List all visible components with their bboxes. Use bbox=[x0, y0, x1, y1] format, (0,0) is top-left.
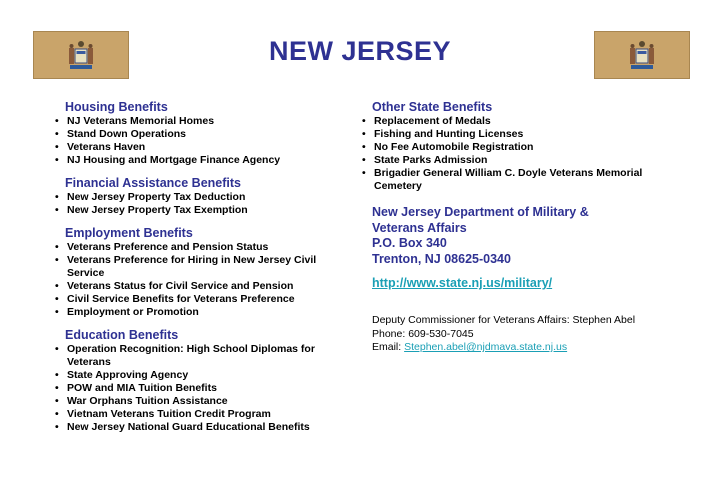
list-item: • War Orphans Tuition Assistance bbox=[55, 395, 345, 408]
list-item: • New Jersey Property Tax Exemption bbox=[55, 204, 345, 217]
list-item: • Replacement of Medals bbox=[362, 115, 662, 128]
list-item: • New Jersey National Guard Educational Benefits bbox=[55, 421, 345, 434]
list-item: • Fishing and Hunting Licenses bbox=[362, 128, 662, 141]
education-benefits-section bbox=[55, 328, 345, 434]
list-item: • Veterans Preference and Pension Status bbox=[55, 241, 345, 254]
section-heading: Housing Benefits bbox=[65, 100, 168, 114]
list-item: • Civil Service Benefits for Veterans Preference bbox=[55, 293, 345, 306]
section-heading: Other State Benefits bbox=[372, 100, 493, 114]
list-item: • No Fee Automobile Registration bbox=[362, 141, 662, 154]
section-heading: Employment Benefits bbox=[65, 226, 193, 240]
list-item: • State Parks Admission bbox=[362, 154, 662, 167]
department-name-line1: New Jersey Department of Military & bbox=[372, 205, 589, 219]
department-name-line2: Veterans Affairs bbox=[372, 220, 467, 235]
contact-info bbox=[372, 314, 662, 355]
list-item: • Stand Down Operations bbox=[55, 128, 345, 141]
nj-state-flag-icon bbox=[594, 31, 690, 79]
employment-benefits-section bbox=[55, 226, 345, 319]
department-address bbox=[372, 205, 662, 267]
list-item: • POW and MIA Tuition Benefits bbox=[55, 382, 345, 395]
city-state-zip: Trenton, NJ 08625-0340 bbox=[372, 251, 511, 266]
section-heading: Education Benefits bbox=[65, 328, 179, 342]
email-link[interactable]: Stephen.abel@njdmava.state.nj.us bbox=[404, 341, 568, 353]
list-item: • State Approving Agency bbox=[55, 369, 345, 382]
list-item: • Brigadier General William C. Doyle Veterans Memorial Cemetery bbox=[362, 167, 662, 193]
benefit-list bbox=[362, 115, 662, 193]
page-title: NEW JERSEY bbox=[268, 36, 452, 66]
email-label: Email: bbox=[372, 341, 405, 353]
benefit-list bbox=[55, 241, 345, 319]
list-item: • New Jersey Property Tax Deduction bbox=[55, 191, 345, 204]
list-item: • Operation Recognition: High School Diplomas for Veterans bbox=[55, 343, 345, 369]
list-item: • NJ Veterans Memorial Homes bbox=[55, 115, 345, 128]
benefit-list bbox=[55, 343, 345, 434]
commissioner-name: Deputy Commissioner for Veterans Affairs: Stephen Abel bbox=[372, 314, 636, 326]
left-column bbox=[55, 100, 345, 443]
list-item: • Veterans Preference for Hiring in New Jersey Civil Service bbox=[55, 254, 345, 280]
list-item: • Veterans Status for Civil Service and Pension bbox=[55, 280, 345, 293]
list-item: • Vietnam Veterans Tuition Credit Program bbox=[55, 408, 345, 421]
benefit-list bbox=[55, 191, 345, 217]
list-item: • Veterans Haven bbox=[55, 141, 345, 154]
list-item: • Employment or Promotion bbox=[55, 306, 345, 319]
financial-assistance-section bbox=[55, 176, 345, 217]
right-column bbox=[362, 100, 662, 355]
email-line bbox=[372, 341, 662, 355]
phone-number: Phone: 609-530-7045 bbox=[372, 327, 474, 340]
section-heading: Financial Assistance Benefits bbox=[65, 176, 241, 190]
po-box: P.O. Box 340 bbox=[372, 236, 447, 250]
other-state-benefits-section bbox=[362, 100, 662, 193]
website-link[interactable]: http://www.state.nj.us/military/ bbox=[372, 276, 553, 290]
list-item: • NJ Housing and Mortgage Finance Agency bbox=[55, 154, 345, 167]
housing-benefits-section bbox=[55, 100, 345, 167]
benefit-list bbox=[55, 115, 345, 167]
